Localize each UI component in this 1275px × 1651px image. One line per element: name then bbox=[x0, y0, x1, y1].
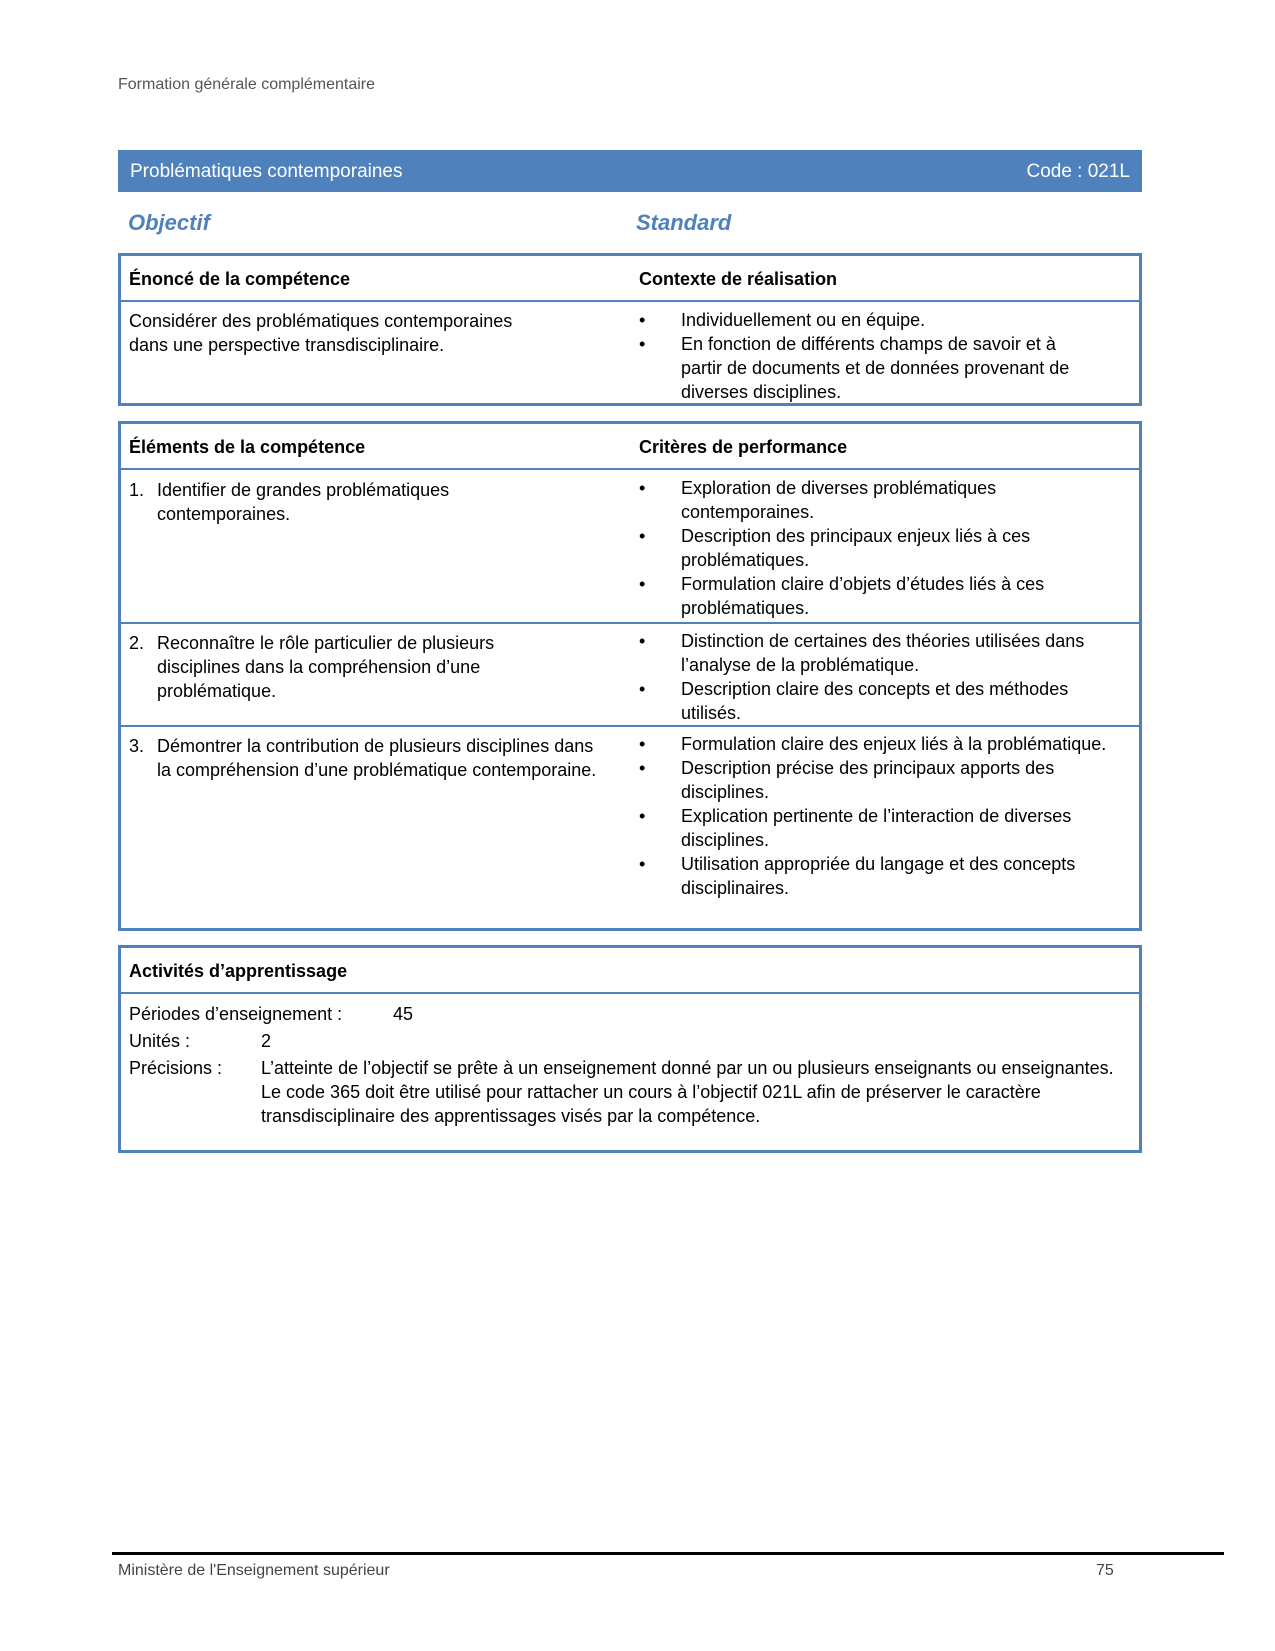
row-separator bbox=[121, 725, 1139, 727]
precisions-paragraph: L’atteinte de l’objectif se prête à un enseignement donné par un ou plusieurs enseignants ou enseignantes. bbox=[261, 1058, 1114, 1078]
element-row-2 bbox=[129, 631, 609, 703]
element-number: 3. bbox=[129, 736, 145, 756]
enonce-label: Énoncé de la compétence bbox=[129, 269, 351, 289]
criteria-item: • Description claire des concepts et des méthodes utilisés. bbox=[639, 677, 1115, 725]
contexte-item: • Individuellement ou en équipe. bbox=[639, 308, 1099, 332]
activities-box bbox=[118, 945, 1142, 1153]
elements-box-header bbox=[121, 424, 1139, 470]
element-text: Reconnaître le rôle particulier de plusieurs disciplines dans la compréhension d’une problématique. bbox=[157, 633, 495, 701]
precisions-text bbox=[261, 1056, 1126, 1128]
element-row-3 bbox=[129, 734, 609, 806]
page-number: 75 bbox=[1096, 1562, 1114, 1579]
unites-value: 2 bbox=[261, 1031, 272, 1051]
element-row-1 bbox=[129, 478, 609, 550]
enonce-line: dans une perspective transdisciplinaire. bbox=[129, 335, 445, 355]
contexte-label: Contexte de réalisation bbox=[639, 269, 838, 289]
objectif-heading: Objectif bbox=[128, 210, 210, 235]
criteria-item: • Description des principaux enjeux liés à ces problématiques. bbox=[639, 524, 1097, 572]
periodes-value: 45 bbox=[393, 1004, 414, 1024]
row-separator bbox=[121, 622, 1139, 624]
enonce-text bbox=[129, 309, 609, 357]
footer-rule bbox=[112, 1552, 1224, 1555]
elements-label: Éléments de la compétence bbox=[129, 437, 366, 457]
precisions-paragraph: Le code 365 doit être utilisé pour rattacher un cours à l’objectif 021L afin de préserver le caractère transdisciplinaire des apprentissages visés par la compétence. bbox=[261, 1082, 1041, 1126]
elements-box bbox=[118, 421, 1142, 931]
contexte-list bbox=[639, 308, 1099, 404]
contexte-item: • En fonction de différents champs de savoir et à partir de documents et de données provenant de diverses disciplines. bbox=[639, 332, 1099, 404]
element-number: 2. bbox=[129, 633, 145, 653]
criteria-list-3 bbox=[639, 732, 1109, 900]
course-banner bbox=[118, 150, 1142, 192]
element-number: 1. bbox=[129, 480, 145, 500]
criteria-item: • Description précise des principaux apports des disciplines. bbox=[639, 756, 1109, 804]
criteria-list-1 bbox=[639, 476, 1097, 620]
standard-heading: Standard bbox=[636, 210, 732, 235]
criteria-item: • Utilisation appropriée du langage et des concepts disciplinaires. bbox=[639, 852, 1109, 900]
criteria-item: • Explication pertinente de l’interaction de diverses disciplines. bbox=[639, 804, 1109, 852]
criteria-item: • Formulation claire des enjeux liés à la problématique. bbox=[639, 732, 1109, 756]
course-code: Code : 021L bbox=[1026, 161, 1130, 182]
criteria-item: • Exploration de diverses problématiques contemporaines. bbox=[639, 476, 1097, 524]
competence-box-header bbox=[121, 256, 1139, 302]
course-title: Problématiques contemporaines bbox=[130, 161, 403, 182]
running-header: Formation générale complémentaire bbox=[118, 76, 376, 93]
criteria-item: • Formulation claire d’objets d’études liés à ces problématiques. bbox=[639, 572, 1097, 620]
criteria-list-2 bbox=[639, 629, 1115, 725]
element-text: Démontrer la contribution de plusieurs disciplines dans la compréhension d’une problématique contemporaine. bbox=[157, 736, 597, 780]
element-text: Identifier de grandes problématiques contemporaines. bbox=[157, 480, 450, 524]
unites-label: Unités : bbox=[129, 1031, 191, 1051]
activities-label: Activités d’apprentissage bbox=[129, 961, 348, 981]
precisions-label: Précisions : bbox=[129, 1058, 223, 1078]
criteria-item: • Distinction de certaines des théories utilisées dans l’analyse de la problématique. bbox=[639, 629, 1115, 677]
enonce-line: Considérer des problématiques contemporaines bbox=[129, 311, 513, 331]
footer-ministry: Ministère de l'Enseignement supérieur bbox=[118, 1562, 390, 1579]
criteres-label: Critères de performance bbox=[639, 437, 848, 457]
competence-box bbox=[118, 253, 1142, 406]
activities-box-header bbox=[121, 948, 1139, 994]
periodes-label: Périodes d’enseignement : bbox=[129, 1004, 343, 1024]
